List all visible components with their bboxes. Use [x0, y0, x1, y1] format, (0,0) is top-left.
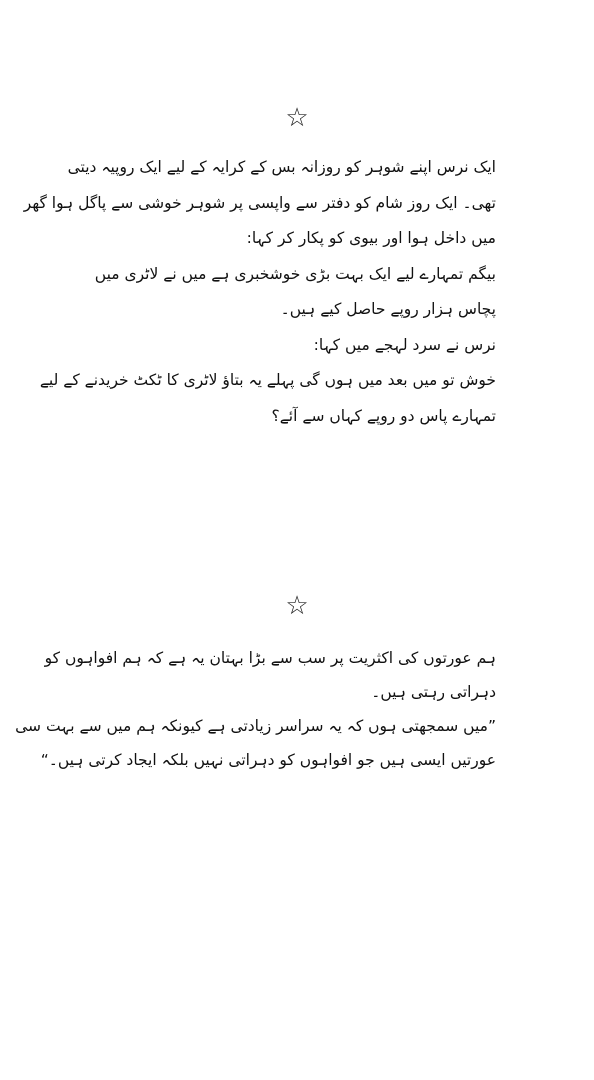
- text-line: پچاس ہزار روپے حاصل کیے ہیں۔: [280, 300, 496, 318]
- text-line: نرس نے سرد لہجے میں کہا:: [313, 335, 496, 354]
- text-line: ایک نرس اپنے شوہر کو روزانہ بس کے کرایہ کے لیے ایک روپیہ دیتی: [67, 158, 496, 176]
- star-icon: ☆: [285, 103, 309, 133]
- text-line: خوش تو میں بعد میں ہوں گی پہلے یہ بتاؤ لاٹری کا ٹکٹ خریدنے کے لیے: [39, 371, 496, 389]
- joke-section-1: [23, 150, 496, 434]
- joke-section-2: [15, 641, 496, 777]
- text-line: عورتیں ایسی ہیں جو افواہوں کو دہراتی نہیں بلکہ ایجاد کرتی ہیں۔“: [40, 751, 496, 769]
- text-line: تھی۔ ایک روز شام کو دفتر سے واپسی پر شوہر خوشی سے پاگل ہوا گھر: [23, 193, 496, 212]
- text-line: میں داخل ہوا اور بیوی کو پکار کر کہا:: [246, 229, 496, 247]
- text-line: ”میں سمجھتی ہوں کہ یہ سراسر زیادتی ہے کیونکہ ہم میں سے بہت سی: [15, 717, 496, 735]
- text-line: ہم عورتوں کی اکثریت پر سب سے بڑا بہتان یہ ہے کہ ہم افواہوں کو: [44, 649, 496, 667]
- text-line: دہراتی رہتی ہیں۔: [371, 683, 496, 701]
- text-line: بیگم تمہارے لیے ایک بہت بڑی خوشخبری ہے میں نے لاٹری میں: [94, 264, 496, 283]
- star-icon: ☆: [285, 591, 309, 621]
- text-line: تمہارے پاس دو روپے کہاں سے آئے؟: [271, 406, 496, 425]
